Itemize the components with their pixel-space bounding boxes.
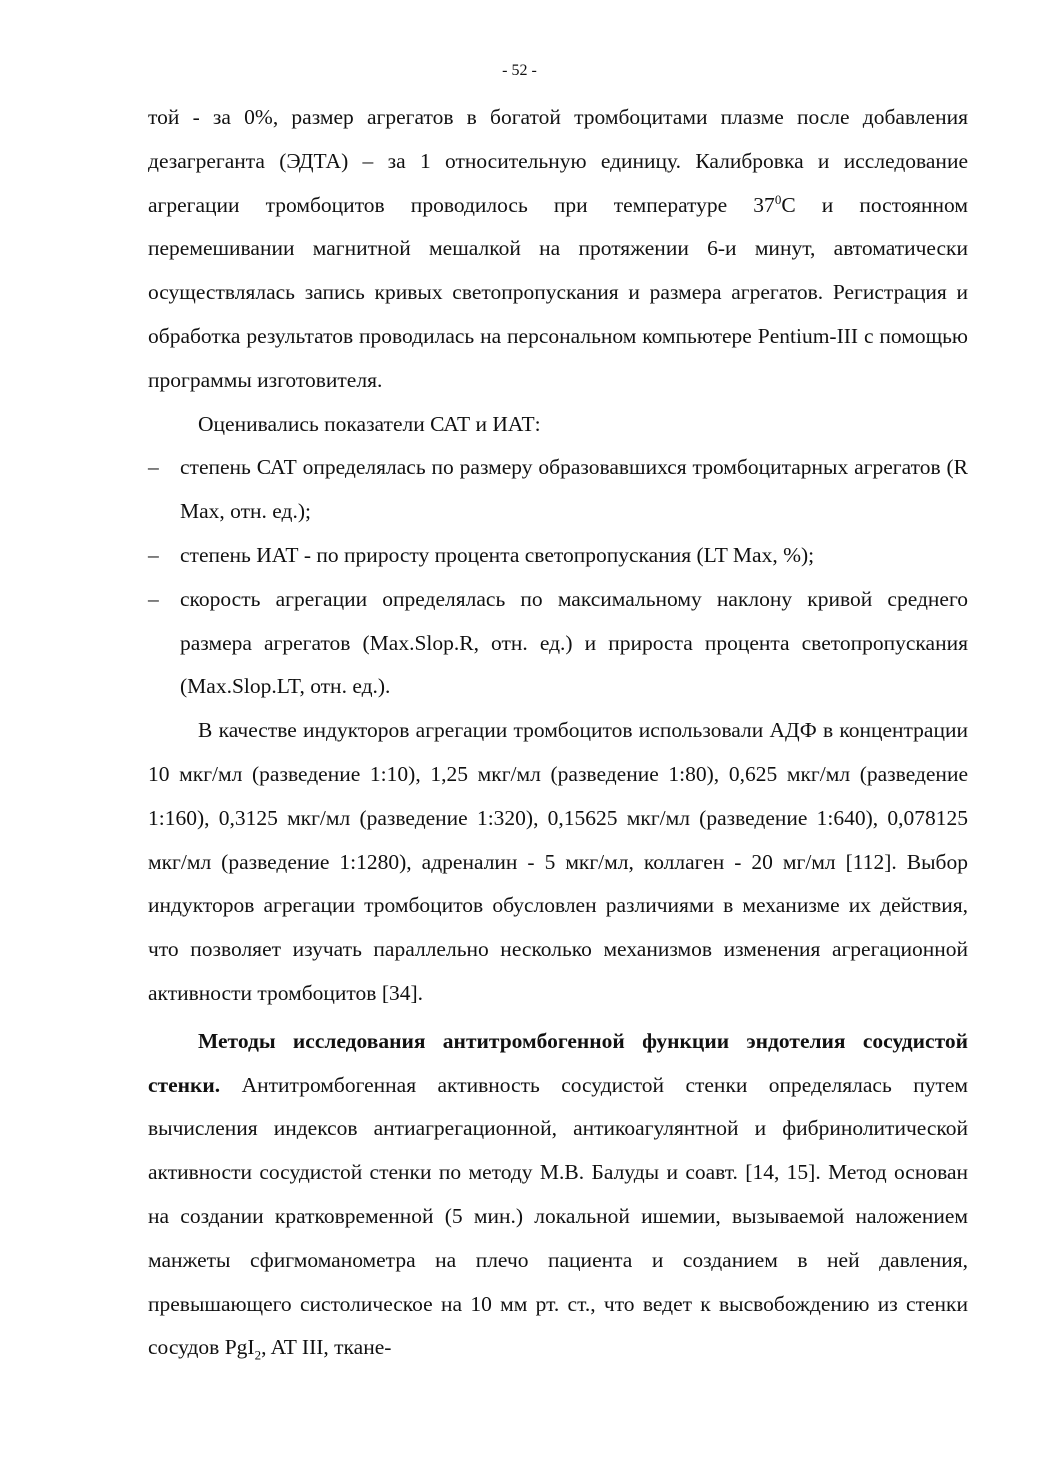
list-item: – степень САТ определялась по размеру образовавшихся тромбоцитарных агрегатов (R Max, отн. ед.);	[148, 446, 968, 534]
paragraph-methods-text: Антитромбогенная активность сосудистой стенки определялась путем вычисления индексов антиагрегационной, антикоагулянтной и фибринолитической активности сосудистой стенки по методу М.В. Балуды и соавт. [14, 15]. Метод основан на создании кратковременной (5 мин.) локальной ишемии, вызываемой наложением манжеты сфигмоманометра на плечо пациента и созданием в ней давления, превышающего систолическое на 10 мм рт. ст., что ведет к высвобождению из стенки сосудов PgI	[148, 1072, 968, 1360]
pgi-subscript: 2	[254, 1347, 262, 1363]
paragraph-inductors: В качестве индукторов агрегации тромбоцитов использовали АДФ в концентрации 10 мкг/мл (разведение 1:10), 1,25 мкг/мл (разведение 1:80), 0,625 мкг/мл (разведение 1:160), 0,3125 мкг/мл (разведение 1:320), 0,15625 мкг/мл (разведение 1:640), 0,078125 мкг/мл (разведение 1:1280), адреналин - 5 мкг/мл, коллаген - 20 мг/мл [112]. Выбор индукторов агрегации тромбоцитов обусловлен различиями в механизме их действия, что позволяет изучать параллельно несколько механизмов изменения агрегационной активности тромбоцитов [34].	[148, 718, 968, 1005]
section-heading: Методы исследования антитромбогенной функции эндотелия сосудистой стенки.	[148, 1028, 968, 1097]
document-body	[148, 96, 968, 1370]
page-number: - 52 -	[502, 62, 537, 79]
paragraph-calibration-tail: С и постоянном перемешивании магнитной мешалкой на протяжении 6-и минут, автоматически осуществлялась запись кривых светопропускания и размера агрегатов. Регистрация и обработка результатов проводилась на персональном компьютере Pentium-III с помощью программы изготовителя.	[148, 192, 968, 392]
paragraph-calibration	[148, 96, 968, 403]
paragraph-methods	[148, 1020, 968, 1370]
indicators-list	[148, 446, 968, 709]
list-item: – степень ИАТ - по приросту процента светопропускания (LT Max, %);	[148, 534, 968, 578]
paragraph-calibration-text: той - за 0%, размер агрегатов в богатой тромбоцитами плазме после добавления дезагреганта (ЭДТА) – за 1 относительную единицу. Калибровка и исследование агрегации тромбоцитов проводилось при температуре 37	[148, 105, 968, 217]
list-item: – скорость агрегации определялась по максимальному наклону кривой среднего размера агрегатов (Max.Slop.R, отн. ед.) и прироста процента светопропускания (Max.Slop.LT, отн. ед.).	[148, 578, 968, 709]
degree-superscript: 0	[774, 191, 782, 207]
paragraph-indicators-intro: Оценивались показатели САТ и ИАТ:	[198, 411, 541, 436]
paragraph-methods-tail: , AT III, ткане-	[261, 1335, 392, 1360]
